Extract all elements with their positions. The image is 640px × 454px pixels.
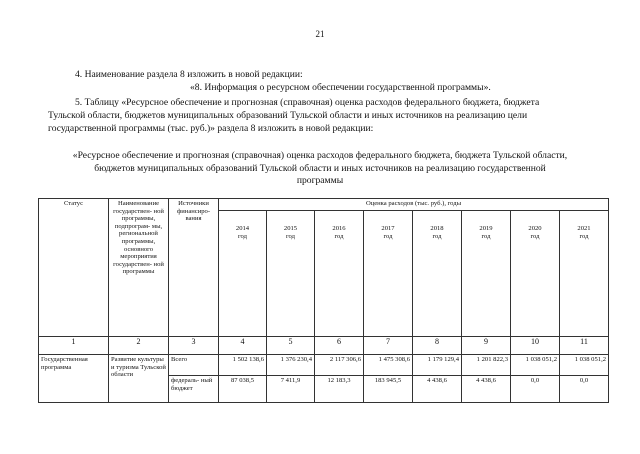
header-year-2016: 2016 год: [315, 211, 364, 337]
header-year-2018: 2018 год: [413, 211, 462, 337]
paragraph-5-line-1: 5. Таблицу «Ресурсное обеспечение и прогнозная (справочная) оценка расходов федерального бюджета, бюджета: [75, 97, 540, 108]
value-cell: 12 183,3: [315, 376, 364, 403]
funding-source-cell: федераль- ный бюджет: [169, 376, 219, 403]
value-cell: 7 411,9: [267, 376, 315, 403]
column-number: 5: [267, 337, 315, 355]
resource-table: [38, 198, 609, 403]
header-year-2014: 2014 год: [219, 211, 267, 337]
column-number: 9: [462, 337, 511, 355]
value-cell: 1 038 051,2: [560, 355, 609, 376]
program-name-cell: Развитие культуры и туризма Тульской области: [109, 355, 169, 403]
header-funding-source: Источники финансиро- вания: [169, 199, 219, 337]
value-cell: 1 179 129,4: [413, 355, 462, 376]
value-cell: 1 475 308,6: [364, 355, 413, 376]
page-number: 21: [315, 29, 325, 39]
value-cell: 4 438,6: [462, 376, 511, 403]
paragraph-4-quote: «8. Информация о ресурсном обеспечении государственной программы».: [190, 82, 491, 93]
column-number: 6: [315, 337, 364, 355]
column-number: 10: [511, 337, 560, 355]
paragraph-5-line-2: Тульской области, бюджетов муниципальных образований Тульской области и иных источников на реализацию цели: [48, 110, 528, 121]
value-cell: 0,0: [560, 376, 609, 403]
status-cell: Государственная программа: [39, 355, 109, 403]
column-numbers-row: [39, 337, 609, 355]
value-cell: 0,0: [511, 376, 560, 403]
header-year-2019: 2019 год: [462, 211, 511, 337]
column-number: 7: [364, 337, 413, 355]
value-cell: 1 502 138,6: [219, 355, 267, 376]
header-program-name: Наименование государствен- ной программы, подпрограм- мы, региональной программы, основного мероприятия государствен- ной программы: [109, 199, 169, 337]
column-number: 3: [169, 337, 219, 355]
column-number: 1: [39, 337, 109, 355]
table-row: [39, 355, 609, 376]
table-caption-line-2: бюджетов муниципальных образований Тульской области и иных источников на реализацию государственной: [94, 162, 546, 174]
header-year-2020: 2020 год: [511, 211, 560, 337]
value-cell: 4 438,6: [413, 376, 462, 403]
header-year-2015: 2015 год: [267, 211, 315, 337]
paragraph-4: 4. Наименование раздела 8 изложить в новой редакции:: [75, 69, 303, 80]
value-cell: 87 038,5: [219, 376, 267, 403]
column-number: 4: [219, 337, 267, 355]
table-caption-line-3: программы: [296, 175, 344, 186]
value-cell: 1 201 822,3: [462, 355, 511, 376]
table-caption-line-1: «Ресурсное обеспечение и прогнозная (справочная) оценка расходов федерального бюджета, бюджета Тульской области,: [72, 150, 568, 161]
header-year-2017: 2017 год: [364, 211, 413, 337]
value-cell: 1 376 230,4: [267, 355, 315, 376]
value-cell: 183 945,5: [364, 376, 413, 403]
value-cell: 1 038 051,2: [511, 355, 560, 376]
table-caption: [30, 150, 610, 188]
column-number: 8: [413, 337, 462, 355]
column-number: 11: [560, 337, 609, 355]
header-year-2021: 2021 год: [560, 211, 609, 337]
header-status: Статус: [39, 199, 109, 337]
funding-source-cell: Всего: [169, 355, 219, 376]
header-expense-estimate: Оценка расходов (тыс. руб.), годы: [219, 199, 609, 211]
paragraph-5-line-3: государственной программы (тыс. руб.)» раздела 8 изложить в новой редакции:: [48, 123, 374, 134]
column-number: 2: [109, 337, 169, 355]
value-cell: 2 117 306,6: [315, 355, 364, 376]
